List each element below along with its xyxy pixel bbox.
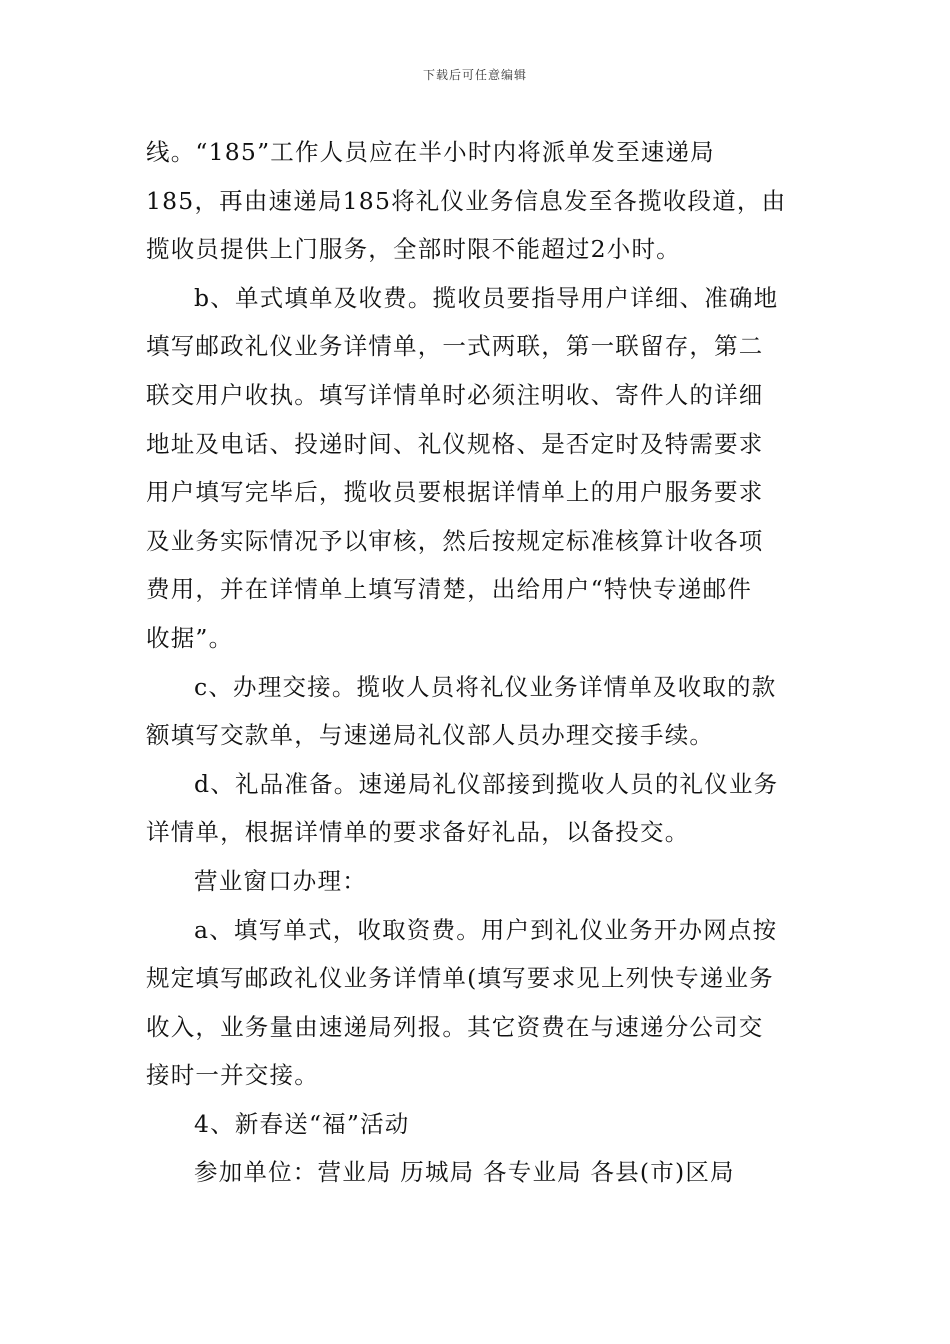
- text-line: 及业务实际情况予以审核，然后按规定标准核算计收各项: [146, 526, 764, 555]
- text-line: 规定填写邮政礼仪业务详情单(填写要求见上列快专递业务: [146, 964, 774, 993]
- page-header: 下载后可任意编辑: [422, 68, 527, 82]
- paragraph-start-line: c、办理交接。揽收人员将礼仪业务详情单及收取的款: [194, 672, 777, 701]
- paragraph-start-line: a、填写单式，收取资费。用户到礼仪业务开办网点按: [194, 915, 778, 944]
- text-line: 线。“185”工作人员应在半小时内将派单发至速递局: [146, 138, 715, 166]
- text-line: 接时一并交接。: [146, 1061, 319, 1090]
- text-line: 185，再由速递局185将礼仪业务信息发至各揽收段道，由: [146, 186, 787, 215]
- text-line: 收据”。: [146, 623, 234, 652]
- paragraph-start-line: b、单式填单及收费。揽收员要指导用户详细、准确地: [194, 283, 779, 312]
- participants-line: 参加单位：营业局 历城局 各专业局 各县(市)区局: [194, 1158, 735, 1187]
- text-line: 用户填写完毕后，揽收员要根据详情单上的用户服务要求: [146, 478, 764, 507]
- paragraph-start-line: d、礼品准备。速递局礼仪部接到揽收人员的礼仪业务: [194, 769, 779, 798]
- text-line: 联交用户收执。填写详情单时必须注明收、寄件人的详细: [146, 380, 764, 409]
- text-line: 揽收员提供上门服务，全部时限不能超过2小时。: [146, 235, 681, 264]
- section-heading: 营业窗口办理：: [194, 866, 367, 895]
- text-line: 费用，并在详情单上填写清楚，出给用户“特快专递邮件: [146, 575, 753, 604]
- text-line: 地址及电话、投递时间、礼仪规格、是否定时及特需要求: [146, 429, 764, 458]
- document-body: [146, 128, 806, 1197]
- text-line: 填写邮政礼仪业务详情单，一式两联，第一联留存，第二: [146, 332, 764, 361]
- section-heading: 4、新春送“福”活动: [194, 1109, 410, 1138]
- text-line: 收入，业务量由速递局列报。其它资费在与速递分公司交: [146, 1012, 764, 1041]
- text-line: 额填写交款单，与速递局礼仪部人员办理交接手续。: [146, 721, 715, 750]
- text-line: 详情单，根据详情单的要求备好礼品，以备投交。: [146, 818, 690, 847]
